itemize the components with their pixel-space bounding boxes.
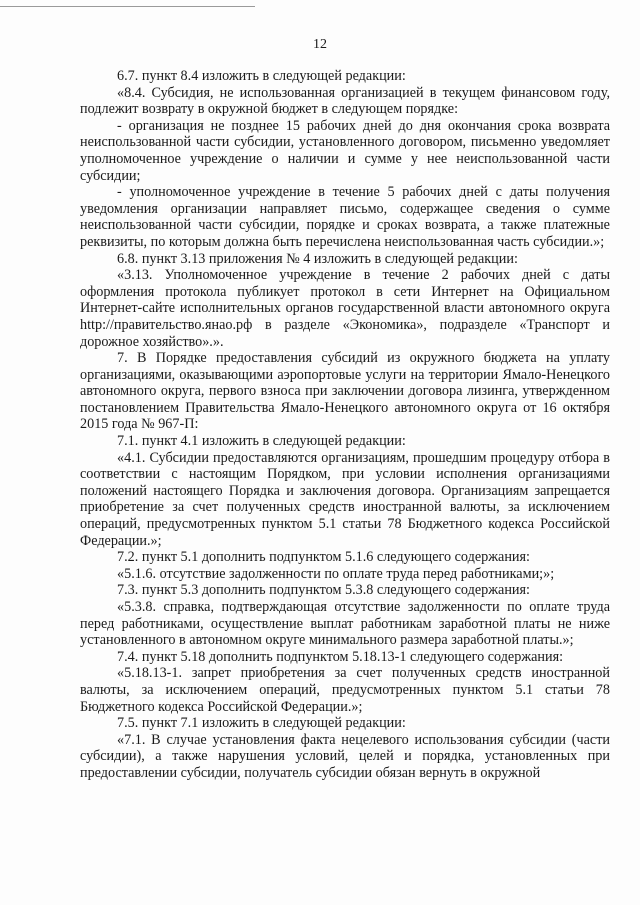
document-body bbox=[80, 68, 610, 782]
paragraph: «3.13. Уполномоченное учреждение в течение 2 рабочих дней с даты оформления протокола публикует протокол в сети Интернет на Официальном Интернет-сайте исполнительных органов государственной власти автономного округа http://правительство.янао.рф в разделе «Экономика», подразделе «Транспорт и дорожное хозяйство».». bbox=[80, 267, 610, 350]
page-number: 12 bbox=[313, 37, 327, 52]
paragraph: 7.2. пункт 5.1 дополнить подпунктом 5.1.6 следующего содержания: bbox=[117, 549, 530, 566]
paragraph: 7. В Порядке предоставления субсидий из окружного бюджета на уплату организациями, оказывающими аэропортовые услуги на территории Ямало-Ненецкого автономного округа, первого взноса при заключении договора лизинга, утвержденном постановлением Правительства Ямало-Ненецкого автономного округа от 16 октября 2015 года № 967-П: bbox=[80, 350, 610, 433]
paragraph: «4.1. Субсидии предоставляются организациям, прошедшим процедуру отбора в соответствии с настоящим Порядком, при условии исполнения организациями положений настоящего Порядка и заключения договора. Организациям запрещается приобретение за счет полученных средств иностранной валюты, за исключением операций, предусмотренных пунктом 5.1 статьи 78 Бюджетного кодекса Российской Федерации.»; bbox=[80, 449, 610, 549]
paragraph: «8.4. Субсидия, не использованная организацией в текущем финансовом году, подлежит возврату в окружной бюджет в следующем порядке: bbox=[80, 84, 610, 118]
paragraph: 7.4. пункт 5.18 дополнить подпунктом 5.18.13-1 следующего содержания: bbox=[117, 648, 564, 665]
paragraph: «5.3.8. справка, подтверждающая отсутствие задолженности по оплате труда перед работниками, осуществление выплат работникам заработной платы не ниже установленного в автономном округе минимального размера заработной платы.»; bbox=[80, 599, 610, 649]
paragraph: 6.7. пункт 8.4 изложить в следующей редакции: bbox=[117, 68, 406, 84]
paragraph: 7.5. пункт 7.1 изложить в следующей редакции: bbox=[117, 715, 406, 732]
paragraph: - организация не позднее 15 рабочих дней до дня окончания срока возврата неиспользованной части субсидии, установленного договором, письменно уведомляет уполномоченное учреждение о наличии и сумме у нее неиспользованной части субсидии; bbox=[80, 117, 610, 184]
paragraph: «5.1.6. отсутствие задолженности по оплате труда перед работниками;»; bbox=[117, 565, 555, 582]
paragraph: 7.3. пункт 5.3 дополнить подпунктом 5.3.8 следующего содержания: bbox=[117, 582, 530, 599]
paragraph: 7.1. пункт 4.1 изложить в следующей редакции: bbox=[117, 433, 406, 450]
paragraph: 6.8. пункт 3.13 приложения № 4 изложить в следующей редакции: bbox=[117, 250, 518, 267]
paragraph: - уполномоченное учреждение в течение 5 рабочих дней с даты получения уведомления организации направляет письмо, содержащее сведения о сумме неиспользованной части субсидии, порядке и сроках возврата, а также платежные реквизиты, по которым должна быть перечислена неиспользованная часть субсидии.»; bbox=[80, 184, 610, 250]
paragraph: «5.18.13-1. запрет приобретения за счет полученных средств иностранной валюты, за исключением операций, предусмотренных пунктом 5.1 статьи 78 Бюджетного кодекса Российской Федерации.»; bbox=[80, 665, 610, 715]
top-rule bbox=[0, 6, 255, 7]
paragraph: «7.1. В случае установления факта нецелевого использования субсидии (части субсидии), а также нарушения условий, целей и порядка, установленных при предоставлении субсидии, получатель субсидии обязан вернуть в окружной bbox=[80, 731, 610, 781]
